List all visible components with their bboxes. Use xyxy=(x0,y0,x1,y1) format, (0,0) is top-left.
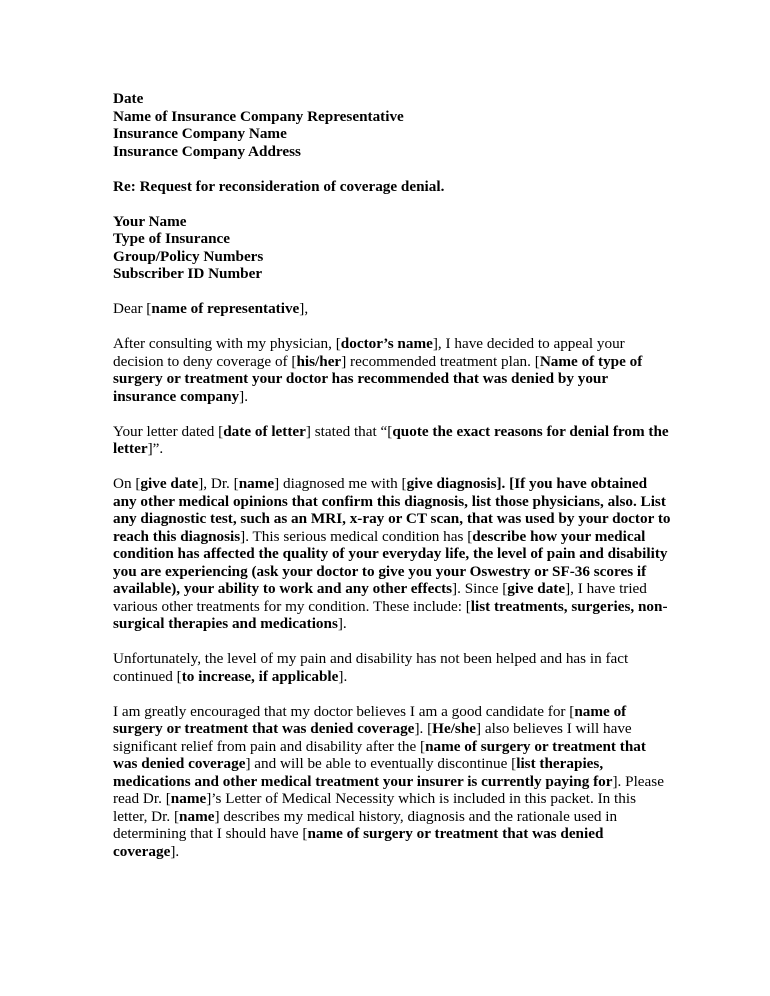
paragraph-treatment-request xyxy=(113,703,673,861)
body-text: ]’s Letter of Medical Necessity which is included in this packet. In this letter, Dr. [ xyxy=(113,790,636,825)
body-text: ]. xyxy=(337,615,347,632)
body-text: ] also believes I will have significant relief from pain and disability after the [ xyxy=(113,720,632,755)
placeholder-field: date of letter xyxy=(223,422,306,440)
paragraph-denial-letter xyxy=(113,423,673,458)
body-text: ] describes my medical history, diagnosis and the rationale used in determining that I should have [ xyxy=(113,807,618,842)
date-line: Date xyxy=(113,90,144,107)
placeholder-field: his/her xyxy=(296,352,342,370)
body-text: Your letter dated [ xyxy=(113,422,224,440)
body-text: ]. This serious medical condition has [ xyxy=(240,527,473,545)
paragraph-diagnosis xyxy=(113,475,673,633)
policy-numbers-line: Group/Policy Numbers xyxy=(113,247,264,265)
letter-page xyxy=(113,90,673,878)
placeholder-field: Name of type of surgery or treatment your doctor has recommended that was denied by your insurance company xyxy=(113,352,643,405)
placeholder-field: name of surgery or treatment that was denied coverage xyxy=(113,702,627,737)
body-text: ], I have tried various other treatments for my condition. These include: [ xyxy=(113,580,647,615)
body-text: ]. xyxy=(338,667,348,685)
subject-line: Re: Request for reconsideration of coverage denial. xyxy=(113,177,445,195)
body-text: Unfortunately, the level of my pain and disability has not been helped and has in fact continued [ xyxy=(113,650,629,685)
sender-block xyxy=(113,213,673,283)
body-text: ] diagnosed me with [ xyxy=(274,475,407,492)
body-text: ], I have decided to appeal your decision to deny coverage of [ xyxy=(113,335,625,370)
body-text: ]”. xyxy=(147,440,164,457)
body-text: ]. xyxy=(170,842,180,860)
placeholder-field: give date xyxy=(507,580,566,597)
body-text: ] stated that “[ xyxy=(305,422,393,440)
insurance-type-line: Type of Insurance xyxy=(113,230,231,247)
placeholder-field: name of surgery or treatment that was denied coverage xyxy=(113,737,646,772)
placeholder-field: quote the exact reasons for denial from the letter xyxy=(113,422,669,457)
body-text: ] recommended treatment plan. [ xyxy=(341,352,540,370)
subscriber-id-line: Subscriber ID Number xyxy=(113,265,263,282)
salutation-suffix: ], xyxy=(299,300,309,317)
placeholder-field: describe how your medical condition has affected the quality of your everyday life, the level of pain and disability you are experiencing (ask your doctor to give you your Oswestry or SF-36 scores if available), your ability to work and any other effects xyxy=(113,527,668,597)
placeholder-field: to increase, if applicable xyxy=(181,667,339,685)
paragraph-condition-status xyxy=(113,650,673,685)
salutation-prefix: Dear [ xyxy=(113,300,152,317)
body-text: After consulting with my physician, [ xyxy=(113,335,341,352)
body-text: ], Dr. [ xyxy=(198,475,239,492)
body-text: ]. Please read Dr. [ xyxy=(113,772,664,807)
body-text: ]. Since [ xyxy=(452,580,508,597)
placeholder-field: name xyxy=(179,807,215,825)
placeholder-field: doctor’s name xyxy=(340,335,433,352)
recipient-block xyxy=(113,90,673,160)
company-name-line: Insurance Company Name xyxy=(113,125,287,142)
representative-name-line: Name of Insurance Company Representative xyxy=(113,107,404,125)
paragraph-appeal-intro xyxy=(113,335,673,405)
placeholder-field: ]. [If you have obtained any other medical opinions that confirm this diagnosis, list those physicians, also. List any diagnostic test, such as an MRI, x-ray or CT scan, that was used by your doctor to reach this diagnosis xyxy=(113,475,671,545)
salutation xyxy=(113,300,673,318)
placeholder-field: give diagnosis xyxy=(406,475,497,492)
body-text: ]. xyxy=(239,387,249,405)
placeholder-field: give date xyxy=(140,475,199,492)
placeholder-field: He/she xyxy=(432,720,477,737)
placeholder-field: name xyxy=(170,790,207,807)
placeholder-field: name xyxy=(238,475,275,492)
body-text: ] and will be able to eventually discontinue [ xyxy=(245,755,517,772)
body-text: On [ xyxy=(113,475,141,492)
salutation-field: name of representative xyxy=(151,300,300,317)
placeholder-field: list treatments, surgeries, non-surgical therapies and medications xyxy=(113,597,668,632)
body-text: I am greatly encouraged that my doctor believes I am a good candidate for [ xyxy=(113,702,575,720)
company-address-line: Insurance Company Address xyxy=(113,142,301,160)
body-text: ]. [ xyxy=(414,720,433,737)
placeholder-field: list therapies, medications and other medical treatment your insurer is currently paying for xyxy=(113,755,613,790)
sender-name-line: Your Name xyxy=(113,212,187,230)
placeholder-field: name of surgery or treatment that was denied coverage xyxy=(113,825,604,860)
